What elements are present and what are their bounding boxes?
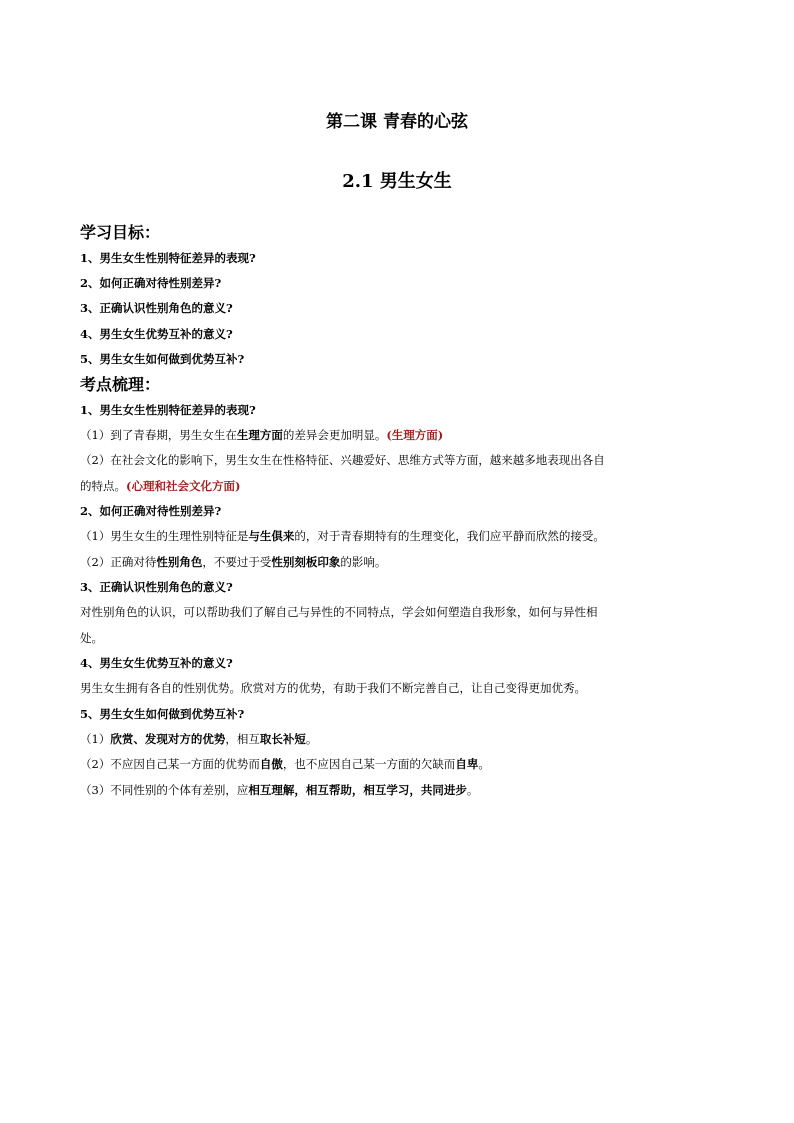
answer-tag: (生理方面) [386,428,444,442]
answer-keyword: 生理方面 [236,428,283,442]
page-title: 第二课 青春的心弦 [326,112,468,132]
answer-line [80,528,730,544]
answer-text: （1） [80,732,111,746]
answer-text: （1）男生女生的生理性别特征是 [80,529,249,543]
review-question-3: 3、正确认识性别角色的意义? [80,580,233,594]
review-question-5: 5、男生女生如何做到优势互补? [80,707,245,721]
answer-text: 的特点。 [80,479,126,493]
answer-keyword: 性别角色 [156,555,203,569]
answer-line: 对性别角色的认识，可以帮助我们了解自己与异性的不同特点，学会如何塑造自我形象，如何与异性相 [80,605,598,619]
review-heading: 考点梳理： [80,375,161,394]
goal-item: 3、正确认识性别角色的意义? [80,301,233,315]
answer-tag: (心理和社会文化方面) [126,479,241,493]
answer-keyword: 取长补短 [259,732,306,746]
answer-line: 男生女生拥有各自的性别优势。欣赏对方的优势，有助于我们不断完善自己，让自己变得更加优秀。 [80,681,586,695]
answer-text: 的影响。 [340,555,387,569]
review-question-2: 2、如何正确对待性别差异? [80,504,222,518]
answer-text: ，也不应因自己某一方面的欠缺而 [282,757,456,771]
answer-text: 的，对于青春期特有的生理变化，我们应平静而欣然的接受。 [294,529,605,543]
answer-text: （1）到了青春期，男生女生在 [80,428,237,442]
answer-line [80,554,730,570]
answer-line: （2）在社会文化的影响下，男生女生在性格特征、兴趣爱好、思维方式等方面，越来越多地表现出各自 [80,453,605,467]
goal-item: 2、如何正确对待性别差异? [80,276,222,290]
answer-keyword: 自卑 [455,757,479,771]
goals-heading: 学习目标： [80,223,161,242]
goal-item: 5、男生女生如何做到优势互补? [80,352,245,366]
answer-text: ，相互 [225,732,260,746]
answer-line [80,427,730,443]
review-question-4: 4、男生女生优势互补的意义? [80,656,233,670]
answer-line: 处。 [80,631,103,645]
answer-keyword: 性别刻板印象 [271,555,341,569]
answer-text: 。 [305,732,318,746]
answer-text: 。 [466,783,479,797]
answer-text: （2）正确对待 [80,555,157,569]
section-subtitle: 2.1 男生女生 [342,171,452,192]
answer-line [80,756,730,772]
answer-text: （3）不同性别的个体有差别，应 [80,783,249,797]
answer-text: 的差异会更加明显。 [282,428,387,442]
answer-text: 。 [478,757,490,771]
answer-keyword: 欣赏、发现对方的优势 [110,732,226,746]
answer-line [80,731,730,747]
answer-text: （2）不应因自己某一方面的优势而 [80,757,260,771]
goal-item: 4、男生女生优势互补的意义? [80,327,233,341]
answer-text: ，不要过于受 [202,555,272,569]
answer-keyword: 与生俱来 [248,529,295,543]
goal-item: 1、男生女生性别特征差异的表现? [80,251,256,265]
answer-line [80,782,730,798]
answer-keyword: 自傲 [259,757,283,771]
answer-keyword: 相互理解，相互帮助，相互学习，共同进步 [248,783,467,797]
answer-line [80,478,730,494]
review-question-1: 1、男生女生性别特征差异的表现? [80,403,256,417]
